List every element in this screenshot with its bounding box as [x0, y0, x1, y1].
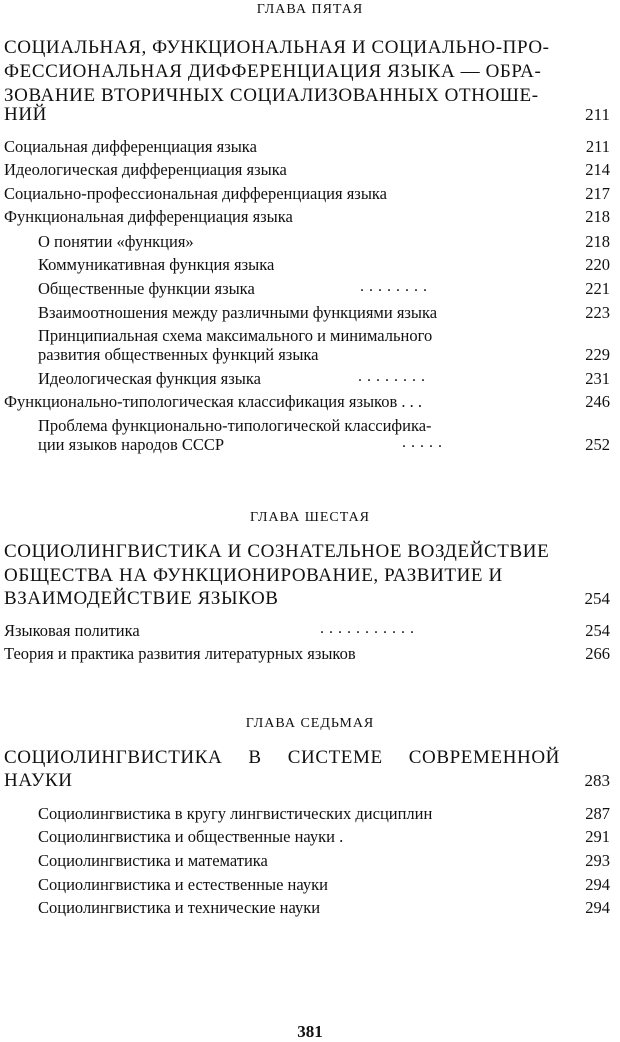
leader-dots: .....	[402, 434, 447, 451]
chapter-page-number: 211	[585, 105, 610, 124]
toc-entry: Идеологическая дифференциация языка	[4, 160, 287, 179]
chapter-page-number: 254	[584, 589, 610, 608]
toc-subentry: Коммуникативная функция языка	[38, 255, 275, 274]
toc-page-number: 291	[585, 827, 610, 846]
toc-entry: Функционально-типологическая классификация языков . . .	[4, 392, 423, 411]
chapter-title-line: НИЙ	[4, 104, 47, 125]
chapter-title-line: ОБЩЕСТВА НА ФУНКЦИОНИРОВАНИЕ, РАЗВИТИЕ И	[4, 565, 503, 586]
toc-subentry: ции языков народов СССР	[38, 435, 225, 454]
chapter-page-number: 283	[584, 771, 610, 790]
toc-page-number: 294	[585, 898, 610, 917]
toc-subentry: О понятии «функция»	[38, 232, 194, 251]
toc-subentry: Социолингвистика и общественные науки .	[38, 827, 344, 846]
toc-entry: Социально-профессиональная дифференциация языка	[4, 184, 388, 203]
toc-subentry: Проблема функционально-типологической классифика-	[38, 416, 432, 435]
toc-subentry: Взаимоотношения между различными функциями языка	[38, 303, 438, 322]
chapter-header: ГЛАВА СЕДЬМАЯ	[245, 716, 375, 731]
toc-page-number: 252	[585, 435, 610, 454]
toc-subentry: Идеологическая функция языка	[38, 369, 261, 388]
toc-page-number: 254	[585, 621, 610, 640]
chapter-title-line: ЗОВАНИЕ ВТОРИЧНЫХ СОЦИАЛИЗОВАННЫХ ОТНОШЕ-	[4, 85, 539, 106]
chapter-title-line: СОЦИОЛИНГВИСТИКА И СОЗНАТЕЛЬНОЕ ВОЗДЕЙСТВИЕ	[4, 541, 550, 562]
toc-page-number: 220	[585, 255, 610, 274]
toc-page-number: 217	[585, 184, 610, 203]
toc-page-number: 294	[585, 875, 610, 894]
leader-dots: ...........	[320, 620, 419, 637]
leader-dots: ........	[360, 278, 432, 295]
toc-subentry: Общественные функции языка	[38, 279, 255, 298]
toc-page-number: 231	[585, 369, 610, 388]
toc-page-number: 246	[585, 392, 610, 411]
chapter-header: ГЛАВА ШЕСТАЯ	[249, 510, 371, 525]
toc-page-number: 287	[585, 804, 610, 823]
toc-page-number: 293	[585, 851, 610, 870]
toc-entry: Теория и практика развития литературных языков	[4, 644, 356, 663]
page-number: 381	[297, 1022, 323, 1041]
toc-page-number: 221	[585, 279, 610, 298]
chapter-title-line: СОЦИАЛЬНАЯ, ФУНКЦИОНАЛЬНАЯ И СОЦИАЛЬНО-ПРО-	[4, 37, 550, 58]
chapter-title-line: СОЦИОЛИНГВИСТИКА В СИСТЕМЕ СОВРЕМЕННОЙ	[4, 747, 560, 768]
toc-entry: Языковая политика	[4, 621, 140, 640]
leader-dots: ........	[358, 368, 430, 385]
chapter-title-line: НАУКИ	[4, 770, 73, 791]
toc-subentry: Принципиальная схема максимального и минимального	[38, 326, 433, 345]
toc-entry: Функциональная дифференциация языка	[4, 207, 293, 226]
chapter-header: ГЛАВА ПЯТАЯ	[256, 2, 364, 17]
toc-page-number: 223	[585, 303, 610, 322]
toc-page-number: 214	[585, 160, 610, 179]
toc-subentry: развития общественных функций языка	[38, 345, 319, 364]
toc-page-number: 266	[585, 644, 610, 663]
chapter-title-line: ВЗАИМОДЕЙСТВИЕ ЯЗЫКОВ	[4, 588, 279, 609]
toc-subentry: Социолингвистика в кругу лингвистических дисциплин	[38, 804, 433, 823]
toc-entry: Социальная дифференциация языка	[4, 137, 257, 156]
toc-page-number: 218	[585, 232, 610, 251]
toc-subentry: Социолингвистика и естественные науки	[38, 875, 328, 894]
toc-page-number: 229	[585, 345, 610, 364]
toc-page-number: 218	[585, 207, 610, 226]
toc-page-number: 211	[585, 137, 610, 156]
chapter-title-line: ФЕССИОНАЛЬНАЯ ДИФФЕРЕНЦИАЦИЯ ЯЗЫКА — ОБРА-	[4, 61, 542, 82]
toc-subentry: Социолингвистика и технические науки	[38, 898, 321, 917]
toc-subentry: Социолингвистика и математика	[38, 851, 268, 870]
